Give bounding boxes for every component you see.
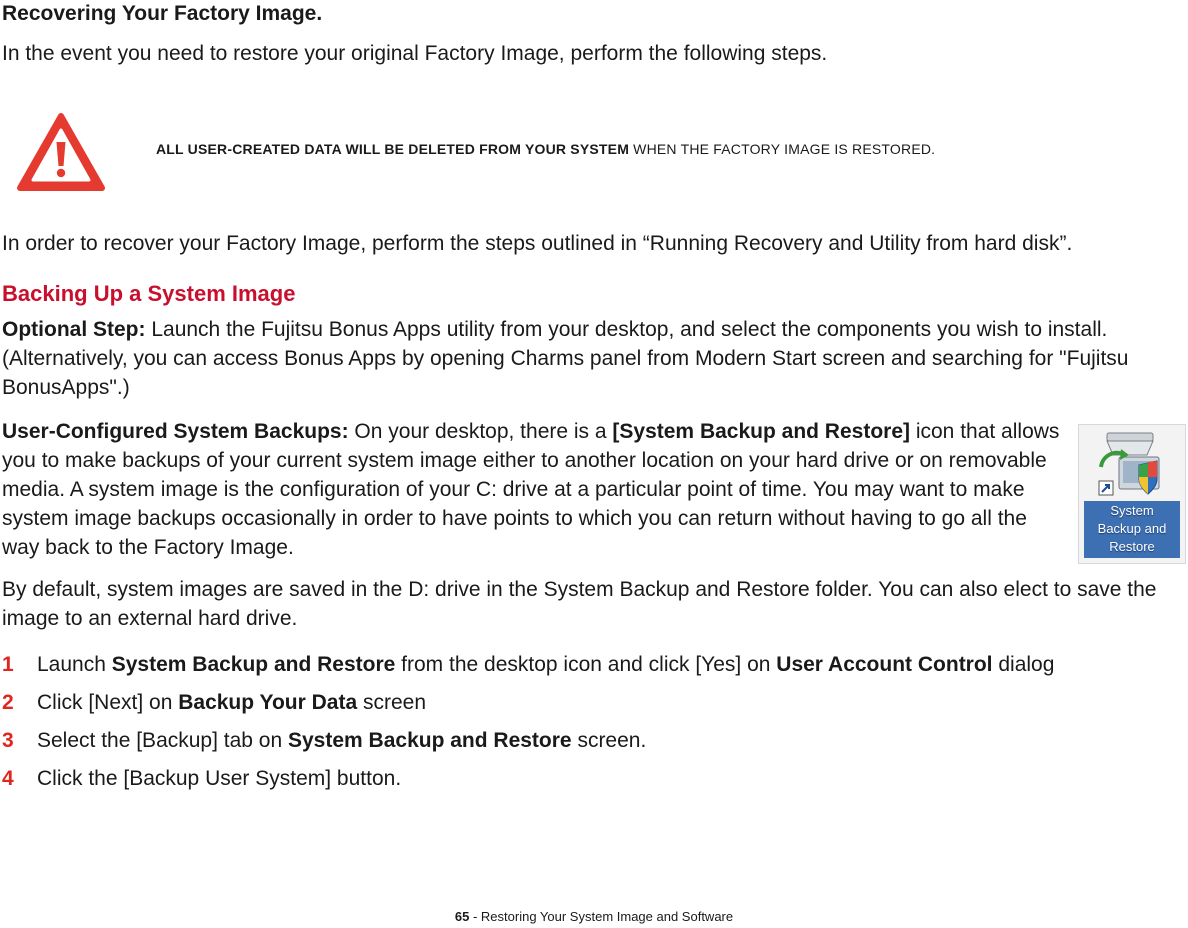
step-item bbox=[2, 764, 1054, 802]
page-number: 65 bbox=[454, 909, 470, 924]
desktop-icon-label bbox=[1084, 501, 1180, 558]
footer-text: - Restoring Your System Image and Software bbox=[469, 909, 734, 924]
step-text: screen bbox=[357, 691, 427, 714]
user-backups-text-1: On your desktop, there is a bbox=[348, 420, 613, 443]
intro-paragraph: In the event you need to restore your original Factory Image, perform the following steps. bbox=[2, 42, 828, 65]
warning-bold-text: ALL USER-CREATED DATA WILL BE DELETED FROM YOUR SYSTEM bbox=[156, 141, 630, 157]
section-heading: Backing Up a System Image bbox=[2, 281, 296, 306]
step-bold-text: System Backup and Restore bbox=[111, 653, 396, 676]
default-location-paragraph: By default, system images are saved in the D: drive in the System Backup and Restore folder. You can also elect to save the image to an external hard drive. bbox=[2, 578, 1157, 630]
step-number: 4 bbox=[2, 767, 14, 790]
step-number: 2 bbox=[2, 691, 14, 714]
step-bold-text: System Backup and Restore bbox=[288, 729, 572, 752]
step-text: Select the [Backup] tab on bbox=[37, 729, 288, 752]
system-backup-restore-desktop-icon[interactable] bbox=[1078, 424, 1186, 564]
steps-list bbox=[2, 650, 1054, 802]
step-bold-text: Backup Your Data bbox=[178, 691, 358, 714]
page-footer bbox=[0, 909, 1188, 924]
user-backups-icon-ref: [System Backup and Restore] bbox=[612, 420, 910, 443]
desktop-icon-label-line-3: Restore bbox=[1109, 539, 1155, 554]
desktop-icon-label-line-1: System bbox=[1110, 503, 1154, 518]
step-item bbox=[2, 650, 1054, 688]
step-text: Click [Next] on bbox=[37, 691, 179, 714]
user-backups-label: User-Configured System Backups: bbox=[2, 420, 349, 443]
step-text: Launch bbox=[37, 653, 112, 676]
optional-step-paragraph bbox=[2, 315, 1188, 402]
step-text: from the desktop icon and click [Yes] on bbox=[395, 653, 777, 676]
step-text: Click the [Backup User System] button. bbox=[37, 767, 402, 790]
step-number: 3 bbox=[2, 729, 14, 752]
step-number: 1 bbox=[2, 653, 14, 676]
user-backups-text-2: icon that allows you to make backups of your current system image either to another location on your hard drive or on removable media. A system image is the configuration of your C: drive at a particular point of time. You may want to make system image backups occasionally in order to have points to which you can return without having to go all the way back to the Factory Image. bbox=[2, 420, 1060, 559]
warning-text bbox=[156, 141, 935, 157]
user-backups-paragraph bbox=[2, 417, 1062, 562]
desktop-icon-label-line-2: Backup and bbox=[1097, 521, 1167, 536]
system-backup-restore-icon bbox=[1097, 431, 1169, 499]
warning-icon bbox=[16, 112, 106, 192]
recover-paragraph: In order to recover your Factory Image, perform the steps outlined in “Running Recovery and Utility from hard disk”. bbox=[2, 232, 1073, 255]
step-item bbox=[2, 688, 1054, 726]
step-text: dialog bbox=[992, 653, 1055, 676]
page-title: Recovering Your Factory Image. bbox=[2, 2, 323, 25]
optional-step-label: Optional Step: bbox=[2, 318, 146, 341]
step-bold-text: User Account Control bbox=[776, 653, 993, 676]
optional-step-text: Launch the Fujitsu Bonus Apps utility from your desktop, and select the components you wish to install. (Alternatively, you can access Bonus Apps by opening Charms panel from Modern Start screen and searching for "Fujitsu BonusApps".) bbox=[2, 318, 1129, 399]
step-text: screen. bbox=[571, 729, 647, 752]
step-item bbox=[2, 726, 1054, 764]
warning-rest-text: WHEN THE FACTORY IMAGE IS RESTORED. bbox=[633, 141, 936, 157]
